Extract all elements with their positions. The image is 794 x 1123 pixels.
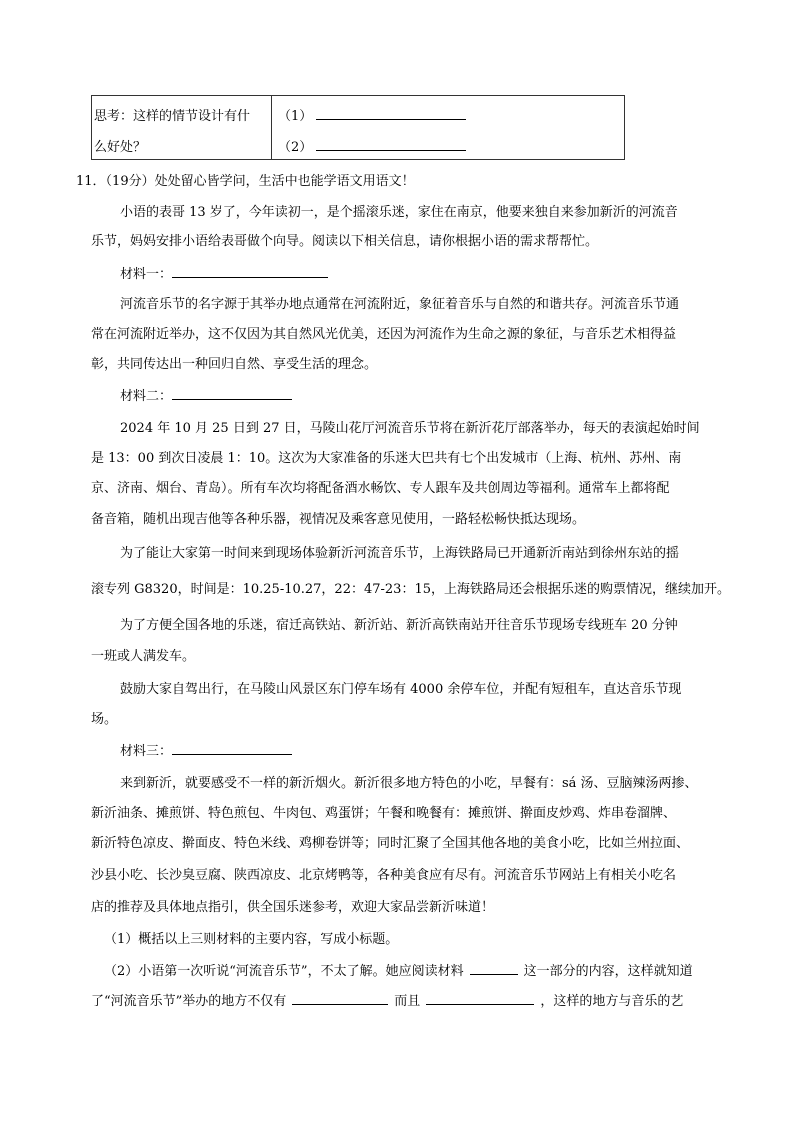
m2-line-9: 鼓励大家自驾出行，在马陵山风景区东门停车场有 4000 余停车位，并配有短租车，直达音乐节现 bbox=[120, 682, 682, 697]
intro-line-2: 乐节，妈妈安排小语给表哥做个向导。阅读以下相关信息，请你根据小语的需求帮帮忙。 bbox=[91, 234, 599, 249]
sub2b-part2: 而且 bbox=[394, 994, 421, 1009]
material-3-row bbox=[120, 740, 292, 759]
material-2-blank[interactable] bbox=[172, 387, 292, 400]
sub2b-part3: ，这样的地方与音乐的艺 bbox=[540, 994, 684, 1009]
sub2-part1: （2）小语第一次听说“河流音乐节”，不太了解。她应阅读材料 bbox=[104, 964, 464, 979]
material-1-blank[interactable] bbox=[172, 265, 328, 278]
m2-line-8: 一班或人满发车。 bbox=[91, 649, 196, 664]
m3-line-4: 沙县小吃、长沙臭豆腐、陕西凉皮、北京烤鸭等，各种美食应有尽有。河流音乐节网站上有相关小吃名 bbox=[91, 868, 677, 883]
m3-line-5: 店的推荐及具体地点指引，供全国乐迷参考，欢迎大家品尝新沂味道！ bbox=[91, 900, 495, 915]
table-divider bbox=[271, 96, 272, 159]
m2-line-1: 2024 年 10 月 25 日到 27 日，马陵山花厅河流音乐节将在新沂花厅部落举办，每天的表演起始时间 bbox=[120, 421, 700, 436]
answer-2-blank[interactable] bbox=[316, 138, 466, 151]
material-1-row bbox=[120, 263, 328, 282]
m2-line-6: 滚专列 G8320，时间是：10.25-10.27，22：47-23：15，上海铁路局还会根据乐迷的购票情况，继续加开。 bbox=[91, 582, 730, 597]
intro-line-1: 小语的表哥 13 岁了，今年读初一，是个摇滚乐迷，家住在南京，他要来独自来参加新沂的河流音 bbox=[120, 205, 678, 220]
m2-line-7: 为了方便全国各地的乐迷，宿迁高铁站、新沂站、新沂高铁南站开往音乐节现场专线班车 20 分钟 bbox=[120, 618, 678, 633]
answer-row-1 bbox=[278, 105, 466, 124]
answer-2-label: （2） bbox=[278, 140, 313, 155]
m2-line-4: 备音箱，随机出现吉他等各种乐器，视情况及乘客意见使用，一路轻松畅快抵达现场。 bbox=[91, 512, 586, 527]
sub2b-part1: 了“河流音乐节”举办的地方不仅有 bbox=[91, 994, 287, 1009]
m1-line-2: 常在河流附近举办，这不仅因为其自然风光优美，还因为河流作为生命之源的象征，与音乐艺术相得益 bbox=[91, 327, 677, 342]
m2-line-2: 是 13：00 到次日凌晨 1：10。这次为大家准备的乐迷大巴共有七个出发城市（上海、杭州、苏州、南 bbox=[91, 451, 682, 466]
material-1-label: 材料一： bbox=[120, 267, 173, 282]
sub2-blank-a[interactable] bbox=[292, 992, 388, 1005]
sub-question-2-line1 bbox=[104, 960, 693, 979]
sub-question-2-line2 bbox=[91, 990, 683, 1009]
m3-line-1: 来到新沂，就要感受不一样的新沂烟火。新沂很多地方特色的小吃，早餐有：sá 汤、豆脑辣汤两掺、 bbox=[120, 776, 698, 791]
answer-1-blank[interactable] bbox=[316, 107, 466, 120]
thinking-table bbox=[91, 95, 625, 160]
material-3-blank[interactable] bbox=[172, 742, 292, 755]
material-2-label: 材料二： bbox=[120, 389, 173, 404]
m2-line-5: 为了能让大家第一时间来到现场体验新沂河流音乐节，上海铁路局已开通新沂南站到徐州东站的摇 bbox=[120, 546, 680, 561]
question-11-header: 11．（19分）处处留心皆学问，生活中也能学语文用语文！ bbox=[76, 174, 415, 189]
answer-row-2 bbox=[278, 136, 466, 155]
sub2-blank-b[interactable] bbox=[426, 992, 534, 1005]
m2-line-3: 京、济南、烟台、青岛）。所有车次均将配备酒水畅饮、专人跟车及共创周边等福利。通常车上都将配 bbox=[91, 481, 670, 496]
m3-line-2: 新沂油条、摊煎饼、特色煎包、牛肉包、鸡蛋饼；午餐和晚餐有：摊煎饼、擀面皮炒鸡、炸串卷溜牌、 bbox=[91, 806, 677, 821]
sub2-part2: 这一部分的内容，这样就知道 bbox=[523, 964, 693, 979]
material-2-row bbox=[120, 385, 292, 404]
table-left-line1: 思考：这样的情节设计有什 bbox=[94, 109, 251, 124]
m3-line-3: 新沂特色凉皮、擀面皮、特色米线、鸡柳卷饼等；同时汇聚了全国其他各地的美食小吃，比如兰州拉面、 bbox=[91, 836, 690, 851]
answer-1-label: （1） bbox=[278, 109, 313, 124]
material-3-label: 材料三： bbox=[120, 744, 173, 759]
m1-line-3: 彰，共同传达出一种回归自然、享受生活的理念。 bbox=[91, 357, 378, 372]
m1-line-1: 河流音乐节的名字源于其举办地点通常在河流附近，象征着音乐与自然的和谐共存。河流音乐节通 bbox=[120, 297, 680, 312]
table-left-line2: 么好处？ bbox=[94, 140, 147, 155]
sub2-material-blank[interactable] bbox=[470, 962, 518, 975]
m2-line-10: 场。 bbox=[91, 712, 118, 727]
sub-question-1: （1）概括以上三则材料的主要内容，写成小标题。 bbox=[104, 932, 399, 947]
